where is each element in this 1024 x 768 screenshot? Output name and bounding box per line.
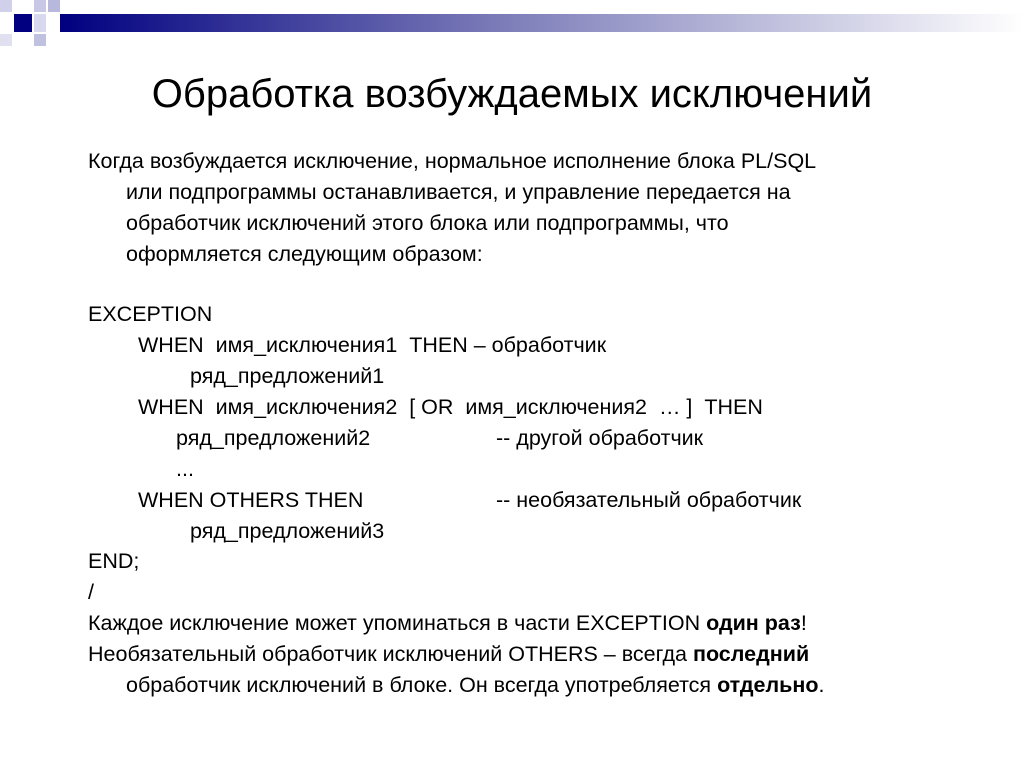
note-single-mention-text: Каждое исключение может упоминаться в части EXCEPTION [88, 611, 707, 635]
syntax-exception-keyword: EXCEPTION [88, 302, 213, 326]
intro-line-1: Когда возбуждается исключение, нормальное исполнение блока PL/SQL [88, 149, 817, 173]
header-square-2 [14, 14, 32, 32]
syntax-end-keyword: END; [88, 549, 140, 573]
intro-line-2: или подпрограммы останавливается, и управление передается на [126, 180, 791, 204]
note-others-emphasis-last: последний [692, 642, 810, 666]
note-others-text-1: Необязательный обработчик исключений OTHERS – всегда [88, 642, 693, 666]
note-single-mention [88, 608, 807, 638]
intro-line-3: обработчик исключений этого блока или подпрограммы, что [126, 211, 729, 235]
note-others-text-2: обработчик исключений в блоке. Он всегда употребляется [126, 673, 718, 697]
header-square-1 [0, 0, 12, 12]
intro-line-4: оформляется следующим образом: [126, 242, 483, 266]
header-gradient-bar [60, 14, 1024, 32]
note-others-line-2 [126, 670, 825, 700]
syntax-statements-2: ряд_предложений2 [176, 426, 371, 450]
syntax-when-others: WHEN OTHERS THEN [138, 488, 364, 512]
header-square-4 [48, 0, 60, 12]
note-single-mention-end: ! [800, 611, 807, 635]
header-square-7 [34, 34, 46, 46]
note-others-emphasis-separately: отдельно [717, 673, 819, 697]
syntax-slash: / [88, 580, 94, 604]
note-others-end: . [818, 673, 825, 697]
syntax-ellipsis: ... [176, 457, 194, 481]
header-square-3 [34, 0, 46, 12]
syntax-when-handler-2: WHEN имя_исключения2 [ OR имя_исключения2 … ] THEN [138, 395, 763, 419]
slide-title: Обработка возбуждаемых исключений [151, 72, 873, 116]
syntax-when-handler-1: WHEN имя_исключения1 THEN – обработчик [138, 333, 607, 357]
syntax-comment-other-handler: -- другой обработчик [496, 426, 704, 450]
note-others-line-1 [88, 639, 809, 669]
syntax-statements-1: ряд_предложений1 [190, 364, 385, 388]
syntax-comment-optional-handler: -- необязательный обработчик [496, 488, 802, 512]
header-decoration [0, 0, 1024, 48]
syntax-statements-3: ряд_предложений3 [190, 519, 385, 543]
note-single-mention-emphasis: один раз [706, 611, 801, 635]
header-square-5 [34, 14, 46, 32]
header-square-6 [0, 34, 12, 46]
